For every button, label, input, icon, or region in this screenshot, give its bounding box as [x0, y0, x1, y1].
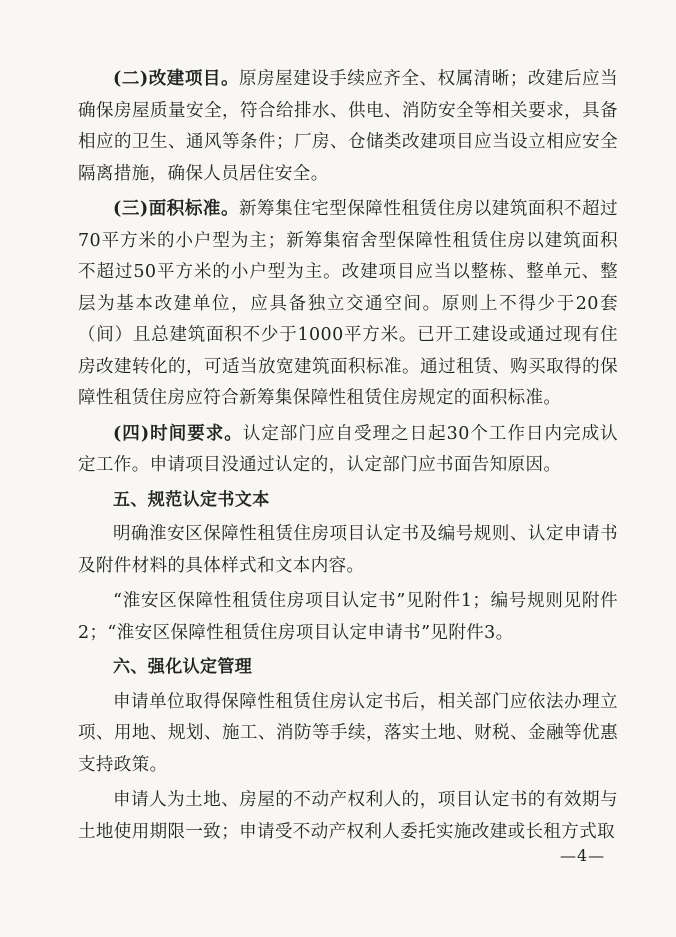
item-lead-time: (四)时间要求。 [113, 423, 243, 444]
paragraph-renovation-projects [78, 64, 618, 190]
item-lead-renovation: (二)改建项目。 [113, 69, 239, 89]
section-heading-5: 五、规范认定书文本 [113, 489, 270, 510]
item-text-area: 新筹集住宅型保障性租赁住房以建筑面积不超过70平方米的小户型为主；新筹集宿舍型保障性租赁住房以建筑面积不超过50平方米的小户型为主。改建项目应当以整栋、整单元、整层为基本改建单位，应具备独立交通空间。原则上不得少于20套（间）且总建筑面积不少于1000平方米。已开工建设或通过现有住房改建转化的，可适当放宽建筑面积标准。通过租赁、购买取得的保障性租赁住房应符合新筹集保障性租赁住房规定的面积标准。 [78, 199, 618, 408]
item-text-time: 认定部门应自受理之日起30个工作日内完成认定工作。申请项目没通过认定的，认定部门应书面告知原因。 [78, 423, 619, 475]
page-number: —4— [560, 846, 606, 865]
section5-paragraph-1: 明确淮安区保障性租赁住房项目认定书及编号规则、认定申请书及附件材料的具体样式和文本内容。 [78, 524, 618, 576]
item-text-renovation: 原房屋建设手续应齐全、权属清晰；改建后应当确保房屋质量安全，符合给排水、供电、消防安全等相关要求，具备相应的卫生、通风等条件；厂房、仓储类改建项目应当设立相应安全隔离措施，确保人员居住安全。 [78, 69, 618, 184]
paragraph-area-standard [78, 194, 618, 415]
document-body [78, 64, 618, 848]
paragraph-time-requirement [78, 419, 618, 482]
section-heading-6: 六、强化认定管理 [113, 657, 253, 677]
section6-paragraph-2: 申请人为土地、房屋的不动产权利人的，项目认定书的有效期与土地使用期限一致；申请受不动产权利人委托实施改建或长租方式取 [78, 790, 618, 842]
item-lead-area: (三)面积标准。 [113, 199, 239, 219]
section5-paragraph-2: “淮安区保障性租赁住房项目认定书”见附件1；编号规则见附件2；“淮安区保障性租赁住房项目认定申请书”见附件3。 [78, 591, 618, 643]
section6-paragraph-1: 申请单位取得保障性租赁住房认定书后，相关部门应依法办理立项、用地、规划、施工、消防等手续，落实土地、财税、金融等优惠支持政策。 [78, 691, 618, 775]
